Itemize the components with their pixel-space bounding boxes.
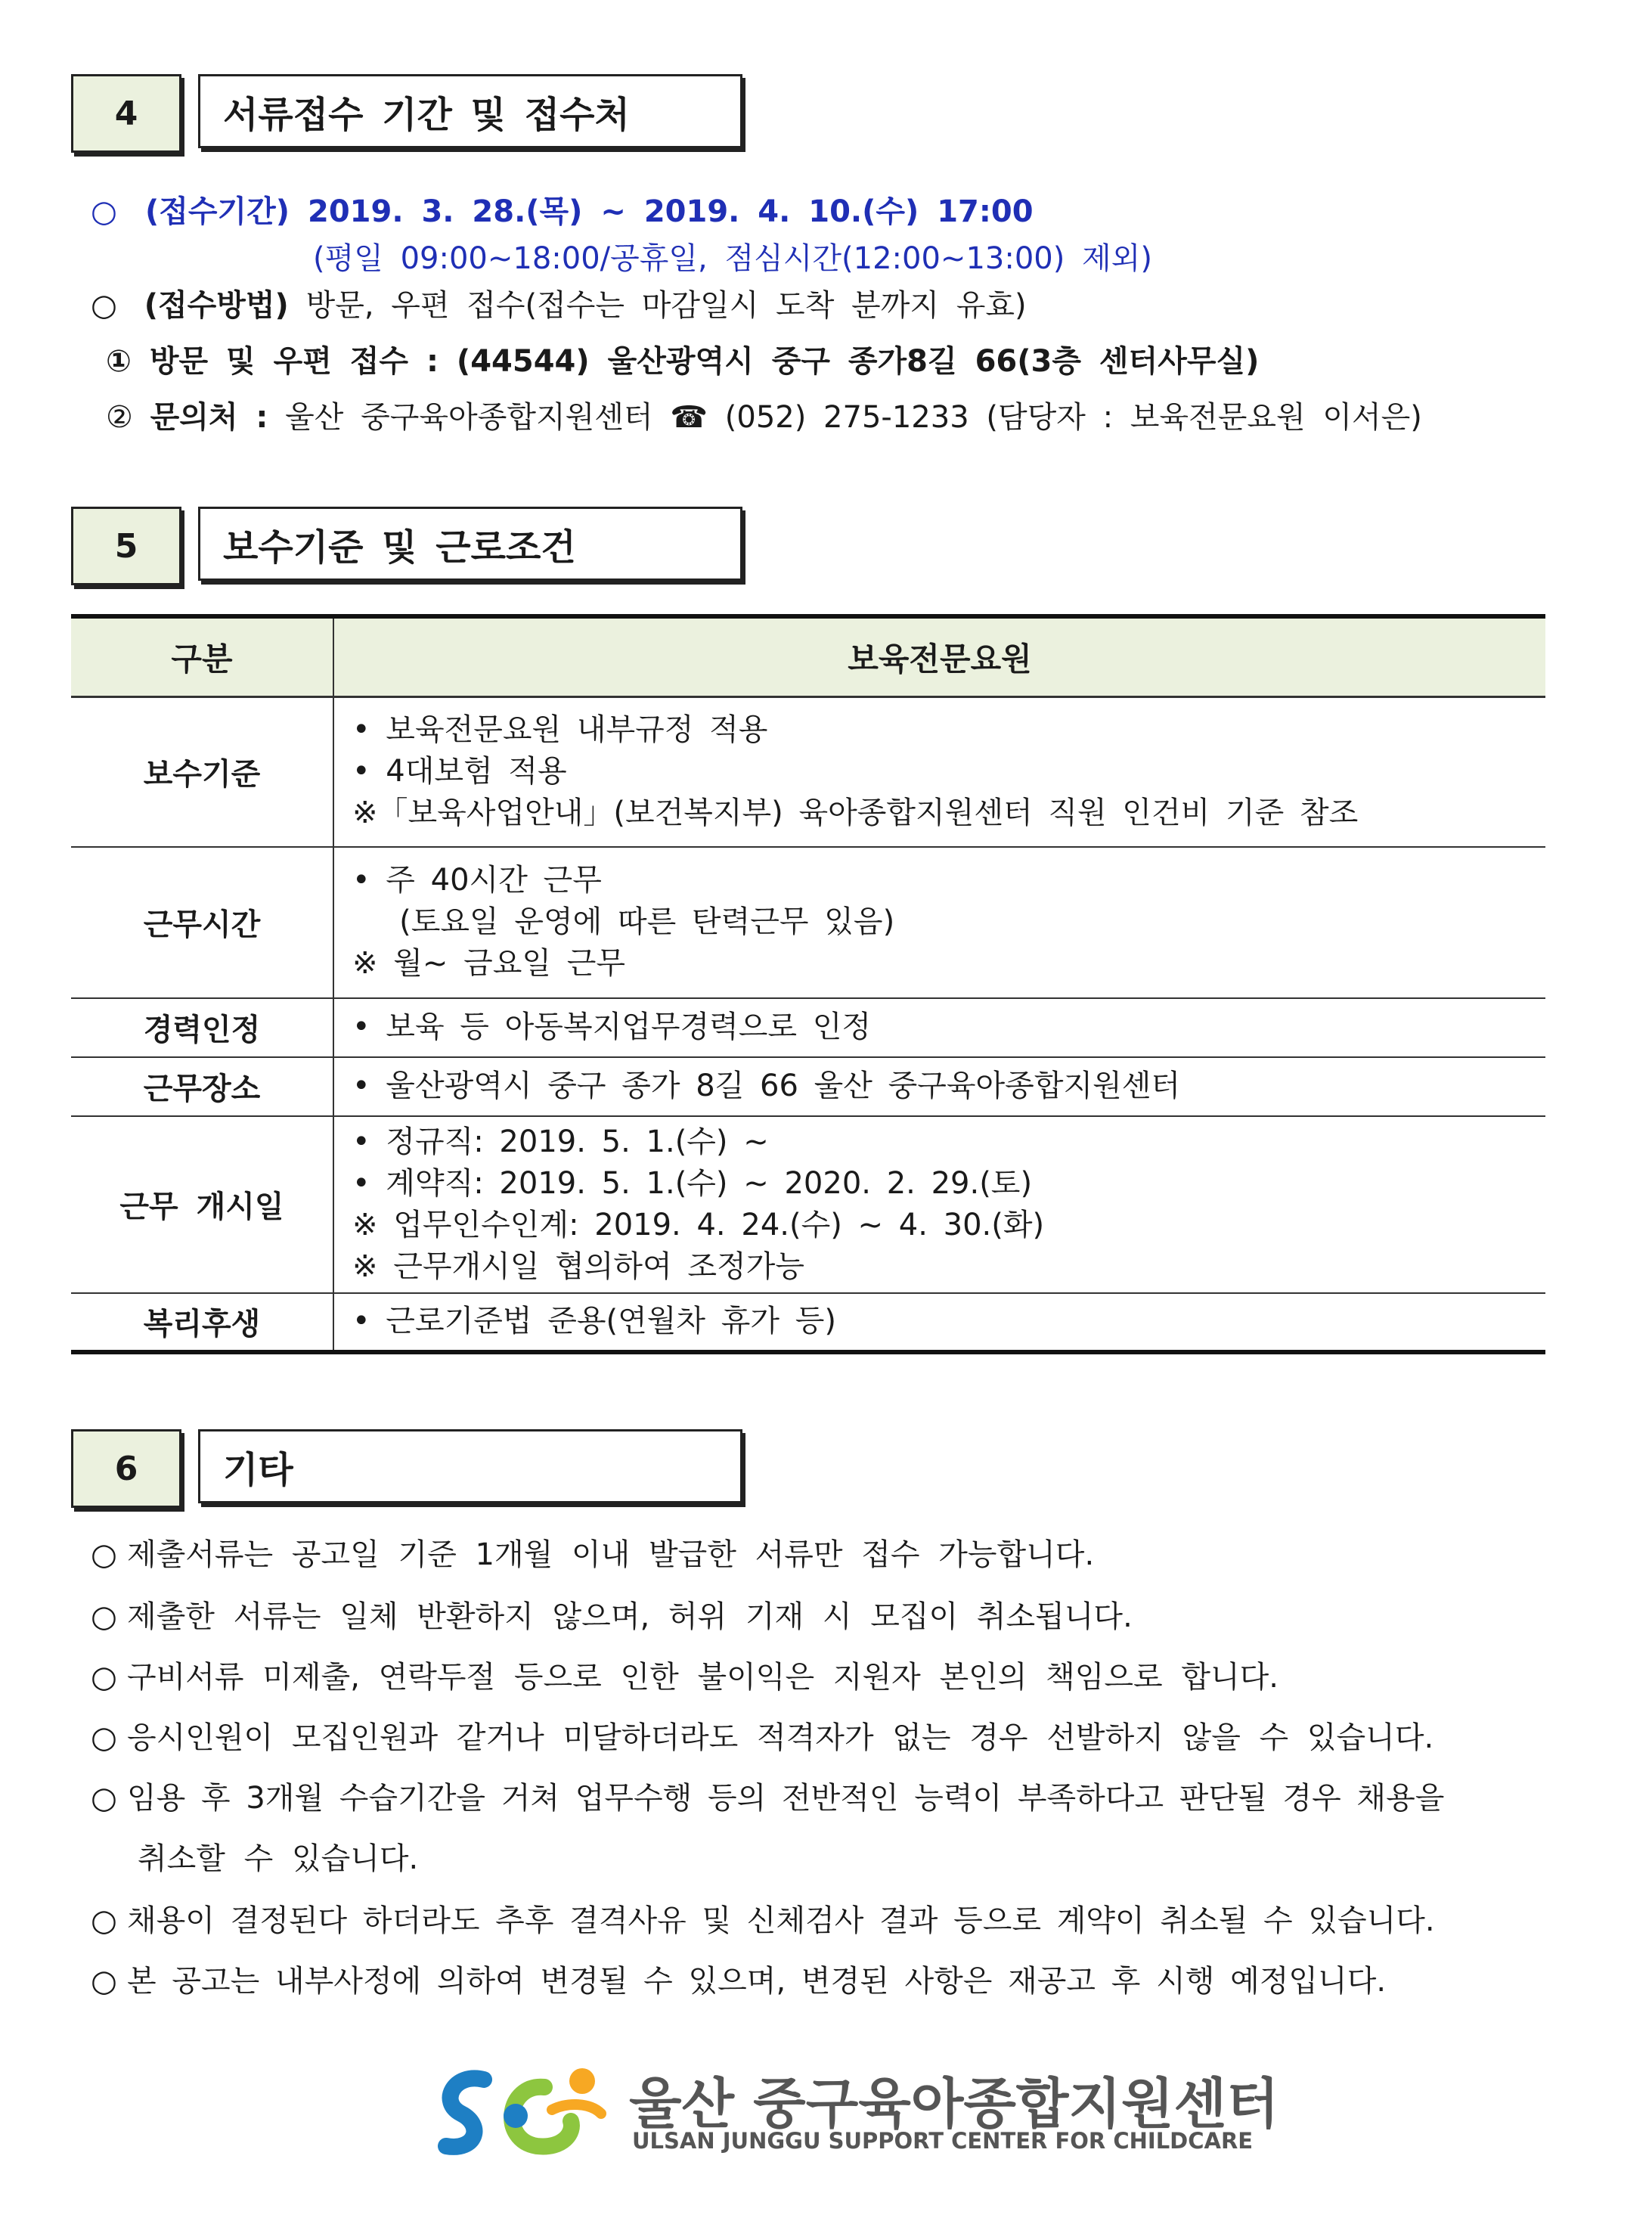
circle-bullet-icon: ○ [91,1660,117,1695]
table-header-row [71,616,1545,697]
section-number: 6 [71,1429,181,1508]
value-line: • 정규직: 2019. 5. 1.(수) ~ [352,1124,769,1159]
method-label: (접수방법) [144,288,289,323]
note-text: 제출한 서류는 일체 반환하지 않으며, 허위 기재 시 모집이 취소됩니다. [127,1599,1133,1634]
note-text: 채용이 결정된다 하더라도 추후 결격사유 및 신체검사 결과 등으로 계약이 취소될 수 있습니다. [127,1903,1435,1938]
note-text: 임용 후 3개월 수습기간을 거쳐 업무수행 등의 전반적인 능력이 부족하다고 판단될 경우 채용을 [127,1781,1445,1816]
row-value [333,1057,1545,1116]
circle-bullet-icon: ○ [91,1537,117,1572]
note-text: 제출서류는 공고일 기준 1개월 이내 발급한 서류만 접수 가능합니다. [127,1537,1095,1572]
row-key: 근무장소 [71,1057,333,1116]
method-value: 방문, 우편 접수(접수는 마감일시 도착 분까지 유효) [305,288,1027,323]
header-position: 보육전문요원 [333,616,1545,697]
value-line: • 계약직: 2019. 5. 1.(수) ~ 2020. 2. 29.(토) [352,1165,1033,1201]
submission-address [106,337,1259,380]
note-item [91,1593,1133,1636]
period-value: 2019. 3. 28.(목) ~ 2019. 4. 10.(수) 17:00 [308,194,1034,229]
item2-marker: ② [106,400,133,435]
organization-name-en: ULSAN JUNGGU SUPPORT CENTER FOR CHILDCARE [632,2128,1254,2154]
row-value [333,1293,1545,1352]
period-note: (평일 09:00~18:00/공휴일, 점심시간(12:00~13:00) 제외) [313,241,1152,276]
row-value [333,1116,1545,1293]
row-value [333,697,1545,847]
circle-bullet-icon: ○ [91,1781,117,1816]
table-row [71,1057,1545,1116]
note-item [91,1531,1094,1574]
table-row [71,1293,1545,1352]
header-category: 구분 [71,616,333,697]
reception-method [91,281,1027,324]
value-line: ※ 월~ 금요일 근무 [352,946,626,981]
section-number: 4 [71,74,181,153]
section-title: 기타 [198,1429,742,1503]
circle-bullet-icon: ○ [91,194,117,229]
value-line: ※「보육사업안내」(보건복지부) 육아종합지원센터 직원 인건비 기준 참조 [352,796,1359,831]
circle-bullet-icon: ○ [91,1903,117,1938]
row-key: 복리후생 [71,1293,333,1352]
row-key: 근무 개시일 [71,1116,333,1293]
note-continuation: 취소할 수 있습니다. [138,1841,419,1876]
conditions-table [71,614,1545,1354]
note-item [91,1957,1386,2000]
circle-bullet-icon: ○ [91,288,117,323]
note-item [91,1774,1444,1817]
table-row [71,847,1545,998]
table-row [71,998,1545,1057]
value-line: • 근로기준법 준용(연월차 휴가 등) [352,1304,836,1338]
value-line: • 보육 등 아동복지업무경력으로 인정 [352,1010,872,1044]
row-key: 경력인정 [71,998,333,1057]
period-label: (접수기간) [144,194,290,229]
row-key: 보수기준 [71,697,333,847]
organization-logo [431,2057,1279,2163]
value-line: • 4대보험 적용 [352,754,567,789]
note-item [91,1897,1435,1940]
item2-label: 문의처 : [150,400,268,435]
item1-text: 방문 및 우편 접수 : (44544) 울산광역시 중구 종가8길 66(3층 센터사무실) [149,344,1260,379]
value-line: • 울산광역시 중구 종가 8길 66 울산 중구육아종합지원센터 [352,1069,1181,1103]
section-title: 서류접수 기간 및 접수처 [198,74,742,148]
section-5-header [71,507,752,588]
note-text: 응시인원이 모집인원과 같거나 미달하더라도 적격자가 없는 경우 선발하지 않을 수 있습니다. [127,1720,1434,1755]
value-line: (토요일 운영에 따른 탄력근무 있음) [352,904,895,939]
row-value [333,847,1545,998]
table-row [71,1116,1545,1293]
organization-name: 울산 중구육아종합지원센터 [629,2072,1279,2136]
value-line: • 주 40시간 근무 [352,863,602,898]
item2-text: 울산 중구육아종합지원센터 ☎ (052) 275-1233 (담당자 : 보육전문요원 이서은) [285,400,1422,435]
section-number: 5 [71,507,181,585]
row-value [333,998,1545,1057]
circle-bullet-icon: ○ [91,1964,117,1999]
row-key: 근무시간 [71,847,333,998]
value-line: ※ 근무개시일 협의하여 조정가능 [352,1248,804,1284]
section-6-header [71,1429,752,1511]
note-text: 구비서류 미제출, 연락두절 등으로 인한 불이익은 지원자 본인의 책임으로 합니다. [127,1660,1279,1695]
logo-mark-icon [431,2057,612,2163]
circle-bullet-icon: ○ [91,1720,117,1755]
contact-info [106,393,1422,436]
note-text: 본 공고는 내부사정에 의하여 변경될 수 있으며, 변경된 사항은 재공고 후 시행 예정입니다. [127,1964,1387,1999]
section-title: 보수기준 및 근로조건 [198,507,742,581]
item1-marker: ① [106,344,132,379]
table-row [71,697,1545,847]
note-item [91,1653,1279,1696]
value-line: ※ 업무인수인계: 2019. 4. 24.(수) ~ 4. 30.(화) [352,1207,1045,1242]
note-item [91,1714,1433,1757]
reception-period [91,188,1034,231]
circle-bullet-icon: ○ [91,1599,117,1634]
section-4-header [71,74,752,156]
value-line: • 보육전문요원 내부규정 적용 [352,712,768,748]
